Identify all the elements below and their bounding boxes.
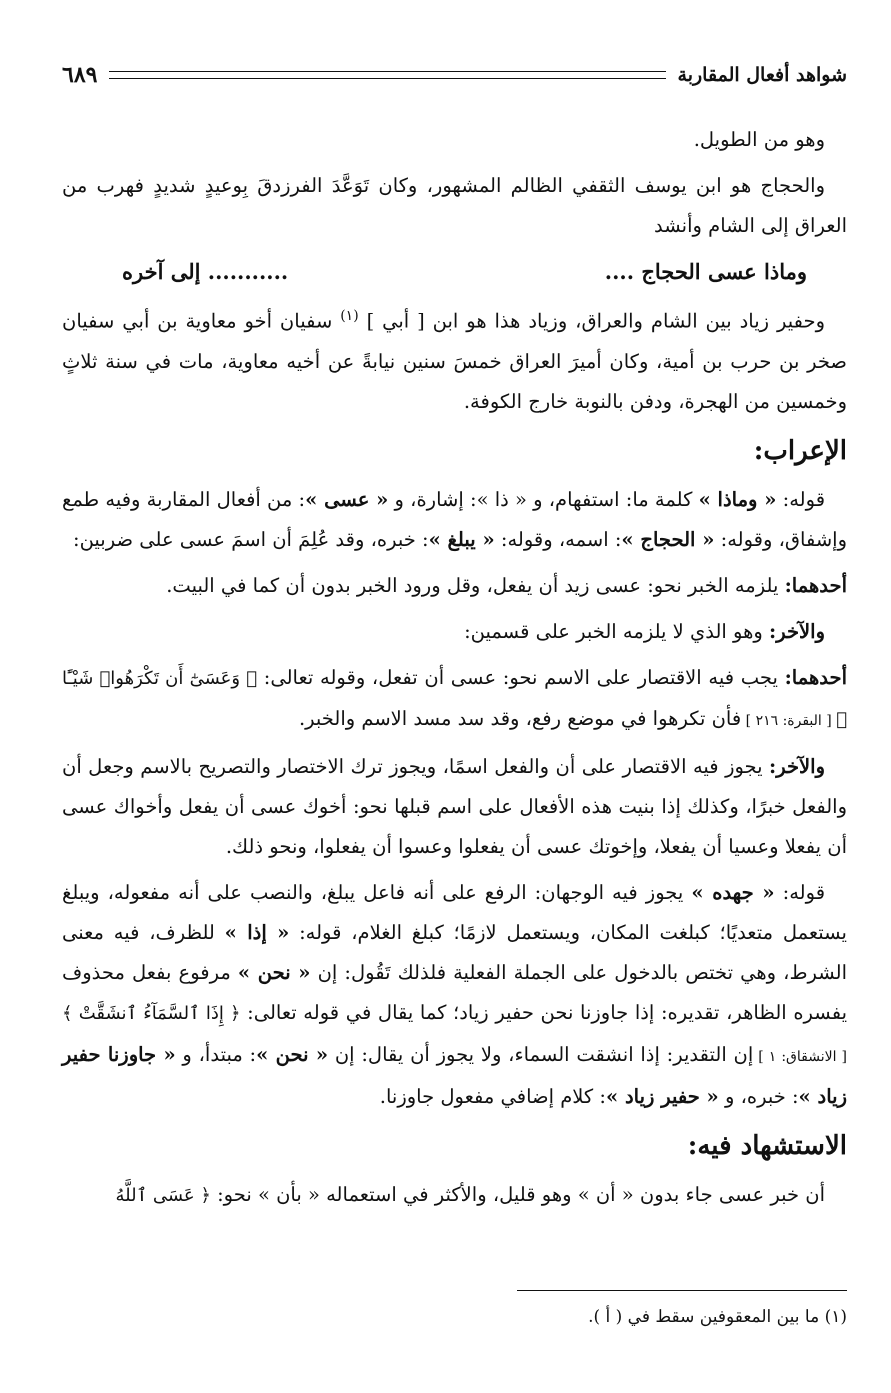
term-jawazna: « جاوزنا حفير زياد » [62,1042,847,1108]
verse-second-hemistich: ........... إلى آخره [122,259,289,284]
term-juhdahu: « جهده » [691,880,775,904]
term-nahnu: « نحن » [256,1042,329,1066]
text-run: يجوز فيه الوجهان: الرفع على أنه فاعل يبلغ، والنصب على أنه مفعوله، ويبلغ يستعمل متعديًا؛ كبلغت المكان، ويستعمل لازمًا؛ كبلغ الغلام، قوله: [62,880,847,944]
text-run: وهو الذي لا يلزمه الخبر على قسمين: [464,619,770,643]
paragraph-label: والآخر: [769,754,825,778]
quran-quote: ﴿ إِذَا ٱلسَّمَآءُ ٱنشَقَّتْ ﴾ [62,1002,241,1024]
paragraph-label: أحدهما: [784,573,847,597]
text-run: للظرف، فيه معنى الشرط، وهي تختص بالدخول على الجملة الفعلية فلذلك تَقُول: إن [62,920,847,984]
text-run: : من أفعال المقاربة وفيه طمع وإشفاق، وقوله: [62,487,847,551]
paragraph-label: أحدهما: [784,665,847,689]
term-nahnu: « نحن » [237,960,311,984]
hafir-text-a: وحفير زياد بين الشام والعراق، وزياد هذا هو ابن [ أبي ] [358,309,825,333]
text-run: إن التقدير: إذا انشقت السماء، ولا يجوز أن يقال: إن [328,1042,754,1066]
text-run: يجوز فيه الاقتصار على أن والفعل اسمًا، ويجوز ترك الاختصار والتصريح بالاسم وجعل أن والفعل خبرًا، وكذلك إذا بنيت هذه الأفعال على اسم قبلها نحو: أخوك عسى أن يفعل وأخواك عسى أن يفعلا وعسيا أن يفعلا، وإخوتك عسى أن يفعلوا وعسوا أن يفعلوا، ونحو ذلك. [62,754,847,858]
irab-paragraph-2 [62,566,847,606]
quran-quote: ﴿ عَسَى ٱللَّهُ [115,1184,211,1206]
text-run: : كلام إضافي مفعول جاوزنا. [379,1084,606,1108]
quran-reference: [ الانشقاق: ١ ] [753,1048,847,1065]
irab-paragraph-5 [62,747,847,867]
term-hajjaj: « الحجاج » [621,527,715,551]
text-run: مرفوع بفعل محذوف يفسره الظاهر، تقديره: إذا جاوزنا نحن حفير زياد؛ كما يقال في قوله تعالى: [62,960,847,1024]
text-run: : خبره، وقد عُلِمَ أن اسمَ عسى على ضربين: [73,527,429,551]
irab-paragraph-3 [62,612,847,652]
term-asa: « عسى » [305,487,389,511]
hafir-text-b: سفيان أخو معاوية بن أبي سفيان صخر بن حرب بن أمية، وكان أميرَ العراق خمسَ سنين نيابةً عن أخيه معاوية، مات في سنة ثلاثٍ وخمسين من الهجرة، ودفن بالنوبة خارج الكوفة. [62,309,847,413]
term-yablugh: « يبلغ » [428,527,495,551]
meter-note: وهو من الطويل. [693,128,825,151]
text-run: يلزمه الخبر نحو: عسى زيد أن يفعل، وقل ورود الخبر بدون أن كما في البيت. [166,573,785,597]
text-run: قوله: [774,880,826,904]
poetry-verse [62,252,847,292]
text-run: قوله: [776,487,826,511]
header-double-rule [109,71,665,79]
text-run: كلمة ما: استفهام، و « ذا »: إشارة، و [388,487,699,511]
istishhad-paragraph [62,1175,847,1216]
text-run: : اسمه، وقوله: [494,527,622,551]
text-run: فأن تكرهوا في موضع رفع، وقد سد مسد الاسم والخبر. [298,706,742,730]
term-wamadha: « وماذا » [698,487,777,511]
term-hafir-ziyad: « حفير زياد » [605,1084,719,1108]
footnote-marker: (١) [340,308,359,324]
term-idha: « إذا » [224,920,290,944]
paragraph-label: والآخر: [769,619,825,643]
text-run: : مبتدأ، و [175,1042,257,1066]
text-run: يجب فيه الاقتصار على الاسم نحو: عسى أن تفعل، وقوله تعالى: [257,665,785,689]
running-title: شواهد أفعال المقاربة [677,64,847,86]
footnote-separator [517,1290,847,1291]
irab-paragraph-4 [62,658,847,741]
text-run: : خبره، و [718,1084,799,1108]
quran-quote: ﴿ وَعَسَىٰٓ أَن تَكْرَهُوا۟ شَيْـًٔا ﴾ [62,667,847,730]
irab-paragraph-1 [62,480,847,560]
footnote: (١) ما بين المعقوفين سقط في ( أ ). [588,1307,847,1327]
page-number: ٦٨٩ [62,62,98,88]
irab-paragraph-6 [62,873,847,1117]
istishhad-heading: الاستشهاد فيه: [687,1130,847,1161]
hafir-paragraph [62,296,847,422]
verse-first-hemistich: وماذا عسى الحجاج .... [604,259,807,284]
hajjaj-paragraph: والحجاج هو ابن يوسف الثقفي الظالم المشهور، وكان تَوَعَّدَ الفرزدقَ بِوعيدٍ شديدٍ فهرب من العراق إلى الشام وأنشد [62,174,847,237]
quran-reference: [ البقرة: ٢١٦ ] [741,712,837,729]
page-header [62,58,847,92]
irab-heading: الإعراب: [753,435,847,466]
text-run: أن خبر عسى جاء بدون « أن » وهو قليل، والأكثر في استعماله « بأن » نحو: [210,1182,825,1206]
page-body [62,120,847,1222]
